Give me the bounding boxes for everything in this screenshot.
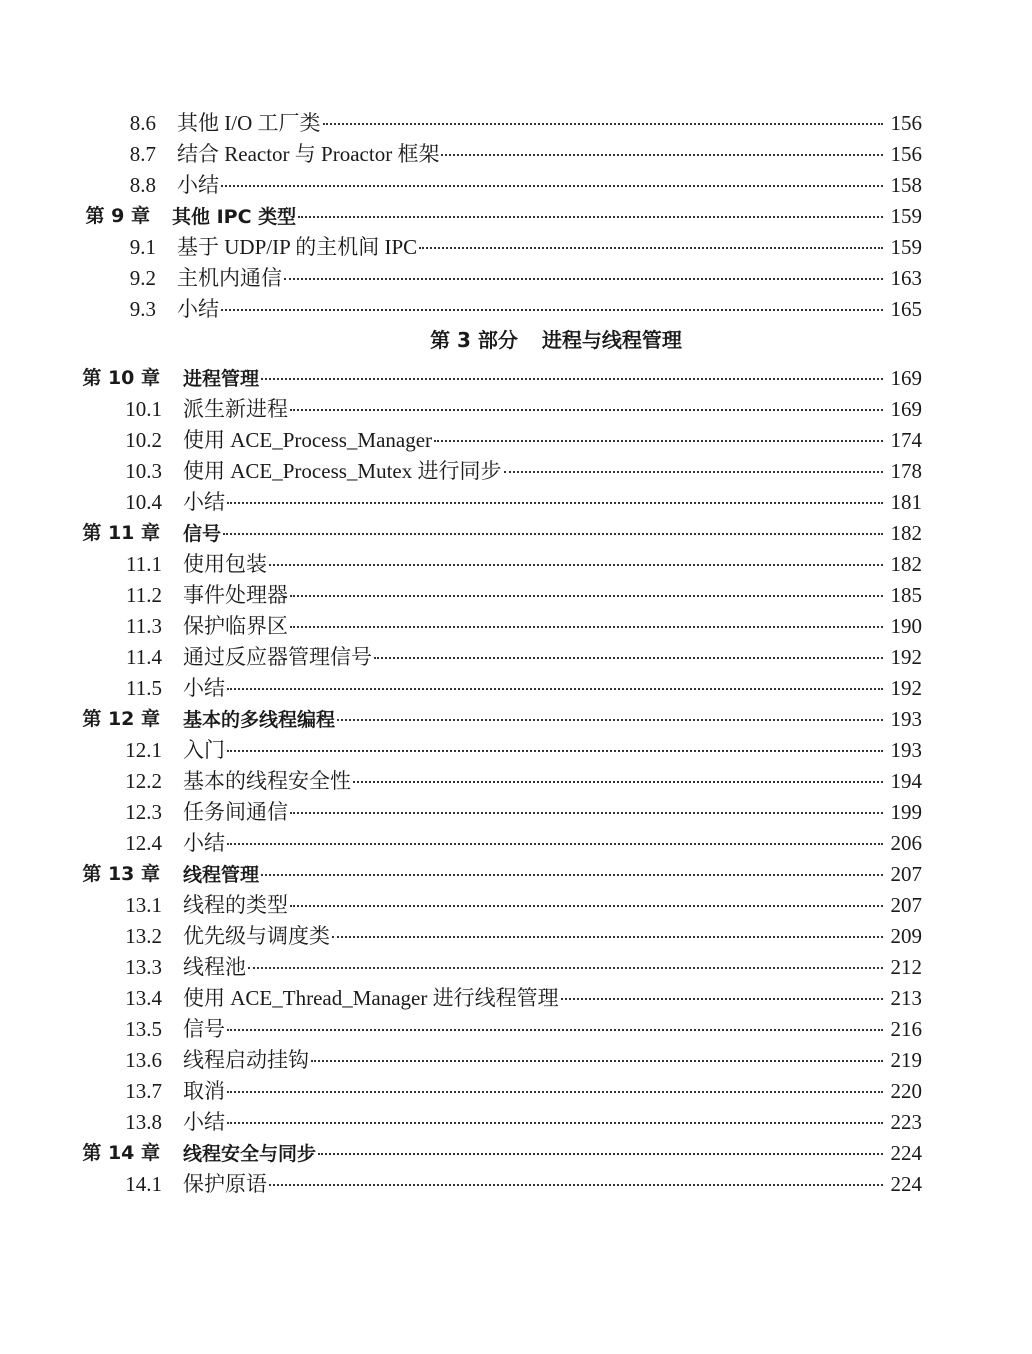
chapter-number: 第 14 章 — [82, 1142, 160, 1164]
entry-line — [183, 456, 922, 487]
section-number: 11.5 — [126, 676, 162, 700]
entry-line — [183, 1045, 922, 1076]
page-number: 220 — [890, 1079, 922, 1103]
page-number: 182 — [890, 552, 922, 576]
page-number: 159 — [890, 235, 922, 259]
toc-section-entry — [0, 921, 1032, 952]
dot-leader — [227, 502, 883, 504]
section-number: 8.7 — [129, 142, 156, 166]
dot-leader — [290, 626, 883, 628]
toc-section-entry — [0, 766, 1032, 797]
toc-section-entry — [0, 735, 1032, 766]
page-number: 209 — [890, 924, 922, 948]
entry-line — [177, 232, 922, 263]
page-number: 190 — [890, 614, 922, 638]
section-title: 保护原语 — [183, 1172, 267, 1196]
entry-line — [183, 363, 922, 395]
section-number: 14.1 — [125, 1172, 162, 1196]
toc-section-entry — [0, 263, 1032, 294]
page-number: 212 — [890, 955, 922, 979]
page-number: 165 — [890, 297, 922, 321]
page-number: 207 — [890, 893, 922, 917]
section-number: 10.3 — [125, 459, 162, 483]
chapter-number: 第 13 章 — [82, 863, 160, 885]
section-title: 信号 — [183, 1017, 225, 1041]
entry-line — [183, 394, 922, 425]
section-title: 派生新进程 — [183, 397, 288, 421]
page-number: 219 — [890, 1048, 922, 1072]
dot-leader — [269, 564, 883, 566]
toc-block-part3 — [0, 363, 1032, 1200]
toc-chapter-entry — [0, 363, 1032, 394]
dot-leader — [311, 1060, 883, 1062]
toc-section-entry — [0, 232, 1032, 263]
toc-section-entry — [0, 1045, 1032, 1076]
toc-chapter-entry — [0, 518, 1032, 549]
entry-line — [177, 263, 922, 294]
section-number: 11.2 — [126, 583, 162, 607]
page-number: 159 — [890, 204, 922, 228]
section-title: 小结 — [183, 490, 225, 514]
dot-leader — [223, 533, 883, 535]
dot-leader — [227, 688, 883, 690]
page-number: 163 — [890, 266, 922, 290]
part-heading — [0, 325, 1032, 363]
page-number: 224 — [890, 1172, 922, 1196]
section-title: 小结 — [177, 297, 219, 321]
entry-line — [183, 983, 922, 1014]
toc-section-entry — [0, 456, 1032, 487]
dot-leader — [227, 750, 883, 752]
toc-section-entry — [0, 828, 1032, 859]
toc-section-entry — [0, 549, 1032, 580]
entry-line — [172, 201, 922, 233]
entry-line — [177, 294, 922, 325]
dot-leader — [227, 843, 883, 845]
entry-line — [183, 828, 922, 859]
section-number: 9.2 — [129, 266, 156, 290]
chapter-title: 基本的多线程编程 — [183, 709, 336, 731]
page-number: 185 — [890, 583, 922, 607]
section-title: 保护临界区 — [183, 614, 288, 638]
part-label: 第 3 部分 — [430, 328, 518, 352]
dot-leader — [290, 905, 883, 907]
toc-block-part2-end — [0, 108, 1032, 325]
dot-leader — [261, 378, 883, 380]
dot-leader — [290, 812, 883, 814]
section-number: 11.3 — [126, 614, 162, 638]
entry-line — [183, 921, 922, 952]
page-number: 223 — [890, 1110, 922, 1134]
toc-section-entry — [0, 394, 1032, 425]
part-title: 进程与线程管理 — [541, 328, 682, 352]
section-title: 线程的类型 — [183, 893, 288, 917]
entry-line — [183, 487, 922, 518]
entry-line — [183, 1107, 922, 1138]
dot-leader — [221, 309, 883, 311]
toc-section-entry — [0, 139, 1032, 170]
page-number: 194 — [890, 769, 922, 793]
chapter-title: 线程安全与同步 — [183, 1143, 317, 1165]
section-number: 10.1 — [125, 397, 162, 421]
section-number: 13.7 — [125, 1079, 162, 1103]
toc-section-entry — [0, 1107, 1032, 1138]
dot-leader — [290, 409, 883, 411]
entry-line — [183, 642, 922, 673]
dot-leader — [353, 781, 883, 783]
page-number: 182 — [890, 521, 922, 545]
section-title: 小结 — [183, 831, 225, 855]
section-number: 13.2 — [125, 924, 162, 948]
page-number: 216 — [890, 1017, 922, 1041]
entry-line — [183, 611, 922, 642]
toc-chapter-entry — [0, 859, 1032, 890]
toc-section-entry — [0, 611, 1032, 642]
dot-leader — [441, 154, 883, 156]
page-number: 192 — [890, 645, 922, 669]
section-number: 13.4 — [125, 986, 162, 1010]
section-number: 13.6 — [125, 1048, 162, 1072]
page-number: 213 — [890, 986, 922, 1010]
page-number: 169 — [890, 366, 922, 390]
section-number: 10.4 — [125, 490, 162, 514]
page-number: 207 — [890, 862, 922, 886]
entry-line — [183, 549, 922, 580]
section-title: 使用 ACE_Process_Manager — [183, 428, 433, 452]
dot-leader — [227, 1029, 883, 1031]
section-number: 11.4 — [126, 645, 162, 669]
section-number: 9.3 — [129, 297, 156, 321]
page-number: 169 — [890, 397, 922, 421]
dot-leader — [261, 874, 883, 876]
page-number: 156 — [890, 142, 922, 166]
section-title: 结合 Reactor 与 Proactor 框架 — [177, 142, 440, 166]
section-title: 基于 UDP/IP 的主机间 IPC — [177, 235, 418, 259]
chapter-title: 线程管理 — [183, 864, 260, 886]
chapter-number: 第 10 章 — [82, 367, 160, 389]
entry-line — [183, 425, 922, 456]
page-number: 158 — [890, 173, 922, 197]
chapter-number: 第 11 章 — [82, 522, 160, 544]
dot-leader — [374, 657, 883, 659]
toc-section-entry — [0, 642, 1032, 673]
section-title: 主机内通信 — [177, 266, 282, 290]
section-title: 其他 I/O 工厂类 — [177, 111, 321, 135]
section-title: 线程启动挂钩 — [183, 1048, 309, 1072]
entry-line — [183, 1169, 922, 1200]
section-number: 12.2 — [125, 769, 162, 793]
section-number: 13.5 — [125, 1017, 162, 1041]
entry-line — [183, 1138, 922, 1170]
chapter-title: 进程管理 — [183, 368, 260, 390]
section-number: 12.1 — [125, 738, 162, 762]
page-number: 224 — [890, 1141, 922, 1165]
section-number: 9.1 — [129, 235, 156, 259]
entry-line — [177, 139, 922, 170]
section-number: 8.6 — [129, 111, 156, 135]
entry-line — [183, 859, 922, 891]
page-number: 174 — [890, 428, 922, 452]
toc-section-entry — [0, 1014, 1032, 1045]
section-number: 13.3 — [125, 955, 162, 979]
chapter-number: 第 9 章 — [85, 205, 150, 227]
section-title: 基本的线程安全性 — [183, 769, 351, 793]
dot-leader — [323, 123, 884, 125]
section-number: 12.4 — [125, 831, 162, 855]
section-title: 优先级与调度类 — [183, 924, 330, 948]
section-title: 线程池 — [183, 955, 246, 979]
section-title: 小结 — [183, 1110, 225, 1134]
chapter-title: 其他 IPC 类型 — [172, 206, 297, 228]
dot-leader — [337, 719, 883, 721]
entry-line — [183, 890, 922, 921]
toc-section-entry — [0, 487, 1032, 518]
entry-line — [183, 1076, 922, 1107]
section-title: 使用 ACE_Process_Mutex 进行同步 — [183, 459, 502, 483]
entry-line — [183, 518, 922, 550]
dot-leader — [227, 1122, 883, 1124]
toc-section-entry — [0, 797, 1032, 828]
section-title: 事件处理器 — [183, 583, 288, 607]
toc-section-entry — [0, 983, 1032, 1014]
toc-section-entry — [0, 580, 1032, 611]
entry-line — [183, 766, 922, 797]
page-number: 178 — [890, 459, 922, 483]
dot-leader — [284, 278, 883, 280]
toc-section-entry — [0, 1169, 1032, 1200]
dot-leader — [248, 967, 883, 969]
section-title: 使用 ACE_Thread_Manager 进行线程管理 — [183, 986, 559, 1010]
toc-section-entry — [0, 294, 1032, 325]
entry-line — [183, 952, 922, 983]
toc-chapter-entry — [0, 704, 1032, 735]
chapter-number: 第 12 章 — [82, 708, 160, 730]
section-number: 10.2 — [125, 428, 162, 452]
toc-section-entry — [0, 425, 1032, 456]
toc-section-entry — [0, 673, 1032, 704]
entry-line — [183, 735, 922, 766]
dot-leader — [332, 936, 883, 938]
toc-section-entry — [0, 890, 1032, 921]
page-number: 193 — [890, 707, 922, 731]
dot-leader — [419, 247, 883, 249]
toc-section-entry — [0, 170, 1032, 201]
page-number: 199 — [890, 800, 922, 824]
page-number: 193 — [890, 738, 922, 762]
section-number: 13.1 — [125, 893, 162, 917]
toc-section-entry — [0, 1076, 1032, 1107]
section-number: 13.8 — [125, 1110, 162, 1134]
section-title: 小结 — [183, 676, 225, 700]
toc-chapter-entry — [0, 1138, 1032, 1169]
dot-leader — [318, 1153, 883, 1155]
dot-leader — [221, 185, 883, 187]
page-number: 181 — [890, 490, 922, 514]
section-title: 小结 — [177, 173, 219, 197]
dot-leader — [504, 471, 884, 473]
entry-line — [183, 673, 922, 704]
page-number: 156 — [890, 111, 922, 135]
entry-line — [177, 170, 922, 201]
dot-leader — [434, 440, 883, 442]
section-title: 使用包装 — [183, 552, 267, 576]
toc-section-entry — [0, 952, 1032, 983]
chapter-title: 信号 — [183, 523, 222, 545]
section-title: 取消 — [183, 1079, 225, 1103]
dot-leader — [227, 1091, 883, 1093]
entry-line — [183, 580, 922, 611]
section-number: 11.1 — [126, 552, 162, 576]
dot-leader — [290, 595, 883, 597]
dot-leader — [298, 216, 883, 218]
page-number: 206 — [890, 831, 922, 855]
entry-line — [183, 797, 922, 828]
toc-chapter-entry — [0, 201, 1032, 232]
section-number: 12.3 — [125, 800, 162, 824]
toc-section-entry — [0, 108, 1032, 139]
section-number: 8.8 — [129, 173, 156, 197]
section-title: 入门 — [183, 738, 225, 762]
dot-leader — [269, 1184, 883, 1186]
page-number: 192 — [890, 676, 922, 700]
section-title: 通过反应器管理信号 — [183, 645, 372, 669]
entry-line — [183, 704, 922, 736]
entry-line — [177, 108, 922, 139]
entry-line — [183, 1014, 922, 1045]
section-title: 任务间通信 — [183, 800, 288, 824]
dot-leader — [561, 998, 883, 1000]
table-of-contents — [0, 108, 1032, 1200]
